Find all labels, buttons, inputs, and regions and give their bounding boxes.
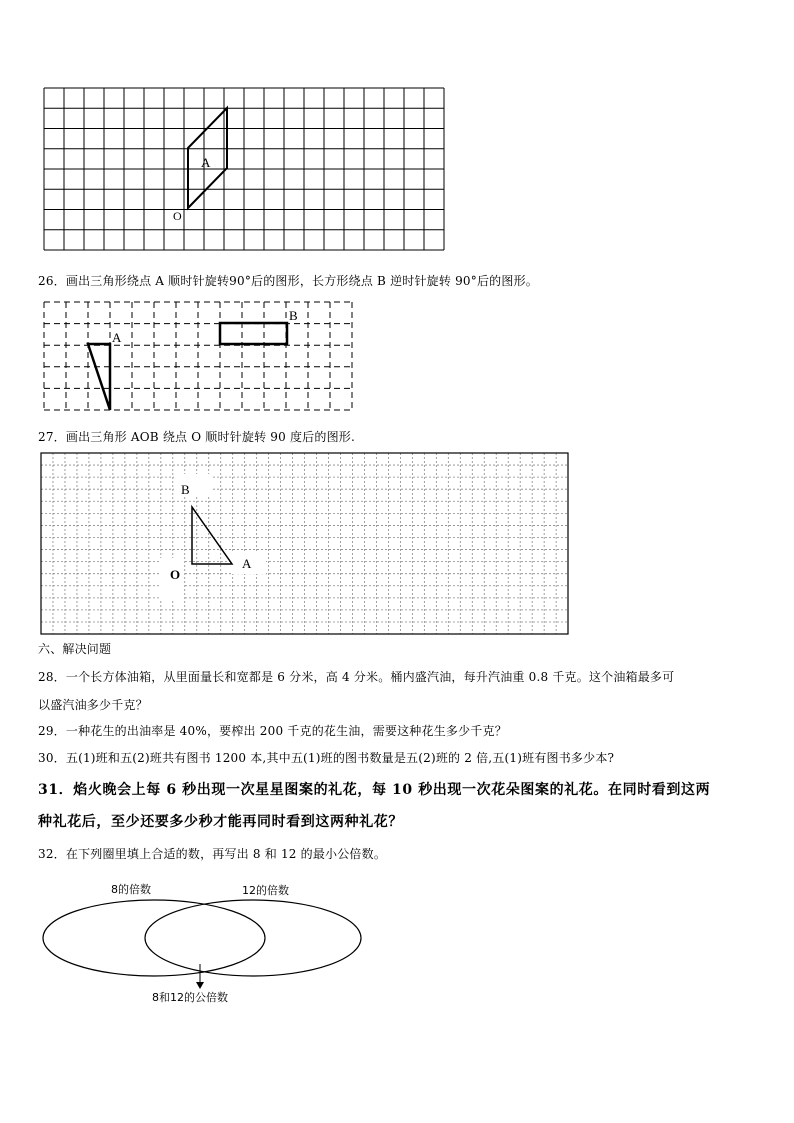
label-multiples-of-12: 12的倍数	[242, 884, 289, 897]
question-27-text: 27．画出三角形 AOB 绕点 O 顺时针旋转 90 度后的图形.	[38, 430, 356, 444]
arrow-down-icon	[196, 982, 204, 989]
label-B: B	[181, 482, 190, 497]
figure-27-fine-grid	[40, 452, 570, 636]
label-O: O	[170, 567, 181, 582]
question-30-text: 30．五(1)班和五(2)班共有图书 1200 本,其中五(1)班的图书数量是五(2)班的 2 倍,五(1)班有图书多少本?	[38, 751, 615, 765]
figure-26-dashed-grid	[40, 298, 356, 414]
label-B: B	[289, 308, 298, 323]
section-6-title: 六、解决问题	[38, 642, 112, 656]
label-A: A	[242, 556, 252, 571]
question-28-line1: 28．一个长方体油箱，从里面量长和宽都是 6 分米，高 4 分米。桶内盛汽油，每升汽油重 0.8 千克。这个油箱最多可	[38, 670, 675, 684]
label-O: O	[173, 209, 182, 223]
label-multiples-of-8: 8的倍数	[111, 883, 151, 896]
question-28-line2: 以盛汽油多少千克？	[38, 698, 148, 712]
ellipse-multiples-of-8	[43, 900, 265, 976]
rectangle-shape	[220, 323, 287, 344]
question-29-text: 29．一种花生的出油率是 40%，要榨出 200 千克的花生油，需要这种花生多少千克？	[38, 724, 507, 738]
question-32-text: 32．在下列圈里填上合适的数，再写出 8 和 12 的最小公倍数。	[38, 847, 387, 861]
triangle-aob-shape	[192, 507, 232, 564]
question-31-line2: 种礼花后，至少还要多少秒才能再同时看到这两种礼花？	[38, 814, 403, 830]
venn-diagram	[38, 878, 368, 1008]
label-A: A	[201, 155, 211, 170]
question-26-text: 26．画出三角形绕点 A 顺时针旋转90°后的图形，长方形绕点 B 逆时针旋转 90°后的图形。	[38, 274, 538, 288]
label-A: A	[112, 330, 122, 345]
question-31-line1: 31．焰火晚会上每 6 秒出现一次星星图案的礼花，每 10 秒出现一次花朵图案的礼花。在同时看到这两	[38, 782, 711, 798]
figure-25-grid	[40, 84, 450, 256]
triangle-shape	[88, 344, 110, 410]
ellipse-multiples-of-12	[145, 900, 361, 976]
label-common-multiples: 8和12的公倍数	[152, 991, 228, 1004]
